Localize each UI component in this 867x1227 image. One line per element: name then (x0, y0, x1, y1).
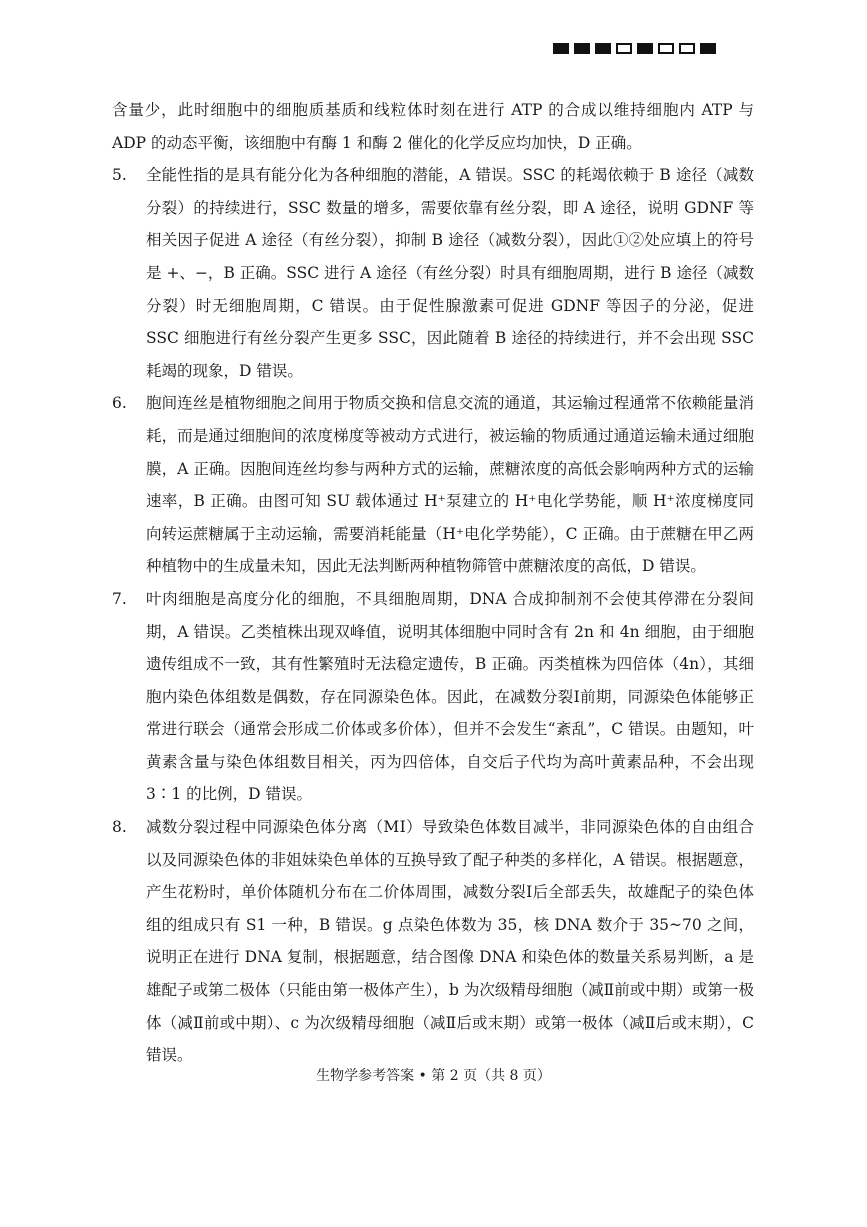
answer-item-6 (112, 387, 754, 583)
item-text: 减数分裂过程中同源染色体分离（MⅠ）导致染色体数目减半，非同源染色体的自由组合以及同源染色体的非姐妹染色单体的互换导致了配子种类的多样化，A 错误。根据题意，产生花粉时，单价体随机分布在二价体周围，减数分裂Ⅰ后全部丢失，故雄配子的染色体组的组成只有 S1 一种，B 错误。g 点染色体数为 35，核 DNA 数介于 35~70 之间，说明正在进行 DNA 复制，根据题意，结合图像 DNA 和染色体的数量关系易判断，a 是雄配子或第二极体（只能由第一极体产生），b 为次级精母细胞（减Ⅱ前或中期）或第一极体（减Ⅱ前或中期）、c 为次级精母细胞（减Ⅱ后或末期）或第一极体（减Ⅱ后或末期），C 错误。 (146, 818, 754, 1065)
answer-content (112, 94, 754, 1072)
indicator-square (616, 43, 632, 54)
item-text: 胞间连丝是植物细胞之间用于物质交换和信息交流的通道，其运输过程通常不依赖能量消耗，而是通过细胞间的浓度梯度等被动方式进行，被运输的物质通过通道运输未通过细胞膜，A 正确。因胞间连丝均参与两种方式的运输，蔗糖浓度的高低会影响两种方式的运输速率，B 正确。由图可知 SU 载体通过 H⁺泵建立的 H⁺电化学势能，顺 H⁺浓度梯度同向转运蔗糖属于主动运输，需要消耗能量（H⁺电化学势能），C 正确。由于蔗糖在甲乙两种植物中的生成量未知，因此无法判断两种植物筛管中蔗糖浓度的高低，D 错误。 (146, 394, 754, 576)
indicator-square (574, 43, 590, 54)
indicator-square (595, 43, 611, 54)
item-number: 7. (112, 589, 127, 608)
continuation-paragraph: 含量少，此时细胞中的细胞质基质和线粒体时刻在进行 ATP 的合成以维持细胞内 ATP 与 ADP 的动态平衡，该细胞中有酶 1 和酶 2 催化的化学反应均加快，D 正确。 (112, 101, 754, 152)
indicator-square (679, 43, 695, 54)
indicator-square (553, 43, 569, 54)
page-indicator-squares (553, 43, 716, 54)
answer-item-8 (112, 811, 754, 1072)
page-footer: 生物学参考答案 • 第 2 页（共 8 页） (316, 1068, 551, 1084)
answer-item-5 (112, 159, 754, 387)
item-number: 5. (112, 166, 127, 185)
indicator-square (658, 43, 674, 54)
indicator-square (700, 43, 716, 54)
indicator-square (637, 43, 653, 54)
item-number: 6. (112, 394, 127, 413)
item-text: 全能性指的是具有能分化为各种细胞的潜能，A 错误。SSC 的耗竭依赖于 B 途径（减数分裂）的持续进行，SSC 数量的增多，需要依靠有丝分裂，即 A 途径，说明 GDNF 等相关因子促进 A 途径（有丝分裂），抑制 B 途径（减数分裂），因此①②处应填上的符号是 +、−，B 正确。SSC 进行 A 途径（有丝分裂）时具有细胞周期，进行 B 途径（减数分裂）时无细胞周期，C 错误。由于促性腺激素可促进 GDNF 等因子的分泌，促进 SSC 细胞进行有丝分裂产生更多 SSC，因此随着 B 途径的持续进行，并不会出现 SSC 耗竭的现象，D 错误。 (146, 166, 754, 380)
item-number: 8. (112, 818, 127, 837)
item-text: 叶肉细胞是高度分化的细胞，不具细胞周期，DNA 合成抑制剂不会使其停滞在分裂间期，A 错误。乙类植株出现双峰值，说明其体细胞中同时含有 2n 和 4n 细胞，由于细胞遗传组成不一致，其有性繁殖时无法稳定遗传，B 正确。丙类植株为四倍体（4n），其细胞内染色体组数是偶数，存在同源染色体。因此，在减数分裂Ⅰ前期，同源染色体能够正常进行联会（通常会形成二价体或多价体），但并不会发生“紊乱”，C 错误。由题知，叶黄素含量与染色体组数目相关，丙为四倍体，自交后子代均为高叶黄素品种，不会出现 3∶1 的比例，D 错误。 (146, 589, 754, 804)
answer-item-7 (112, 583, 754, 811)
